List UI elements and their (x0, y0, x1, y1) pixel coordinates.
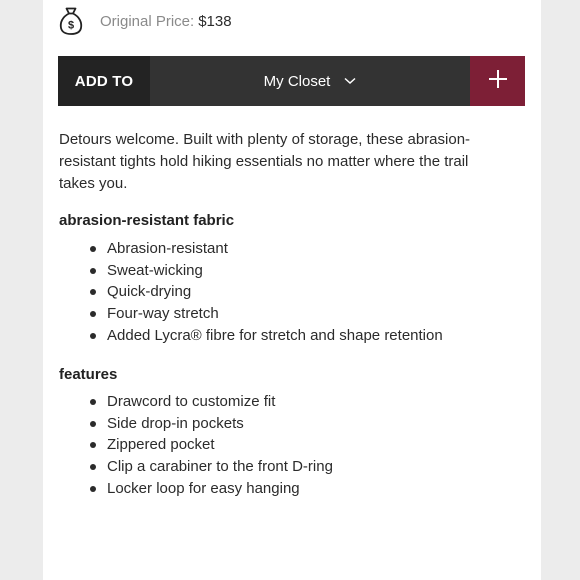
features-list (59, 391, 333, 500)
product-description: Detours welcome. Built with plenty of storage, these abrasion-resistant tights hold hiking essentials no matter where the trail takes you. (59, 131, 471, 192)
plus-icon (488, 69, 508, 94)
list-item: Side drop-in pockets (107, 413, 333, 435)
add-to-closet-bar (58, 56, 525, 106)
money-bag-icon (59, 6, 83, 36)
section-title-fabric: abrasion-resistant fabric (59, 212, 235, 229)
original-price-label: Original Price: (100, 12, 195, 30)
list-item: Locker loop for easy hanging (107, 478, 333, 500)
add-to-label: ADD TO (58, 56, 150, 106)
list-item: Abrasion-resistant (107, 238, 443, 260)
closet-dropdown-label: My Closet (263, 72, 331, 90)
list-item: Clip a carabiner to the front D-ring (107, 456, 333, 478)
list-item: Four-way stretch (107, 303, 443, 325)
fabric-feature-list (59, 238, 443, 347)
original-price-value: $138 (198, 12, 232, 30)
listing-detail-card (43, 0, 541, 580)
add-to-closet-button[interactable] (470, 56, 525, 106)
original-price-row (59, 4, 232, 38)
list-item: Drawcord to customize fit (107, 391, 333, 413)
list-item: Sweat-wicking (107, 260, 443, 282)
list-item: Quick-drying (107, 281, 443, 303)
list-item: Added Lycra® fibre for stretch and shape retention (107, 325, 443, 347)
svg-text:$: $ (67, 19, 75, 32)
list-item: Zippered pocket (107, 434, 333, 456)
section-title-features: features (59, 366, 118, 383)
chevron-down-icon (344, 77, 356, 85)
closet-dropdown[interactable] (150, 56, 470, 106)
